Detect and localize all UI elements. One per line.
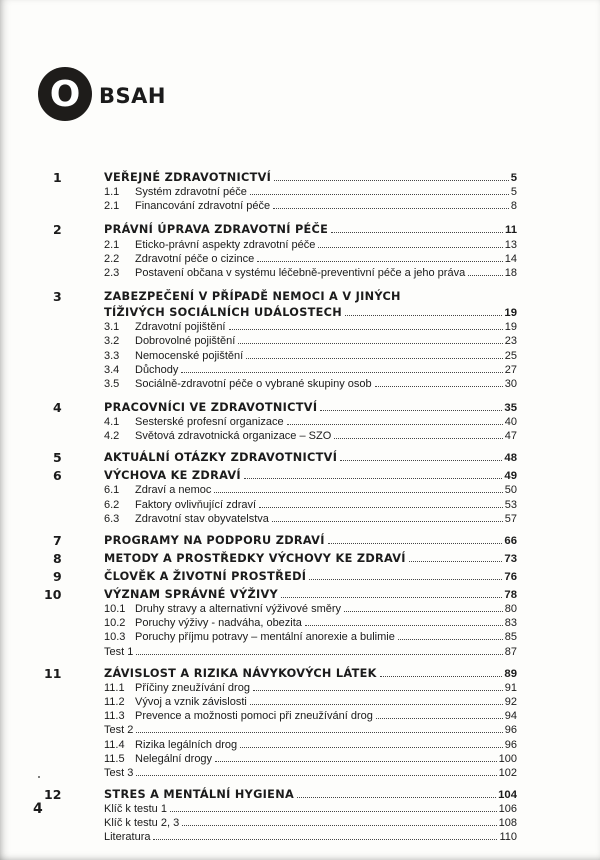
chapter-row <box>104 448 517 464</box>
toc-subentry <box>104 801 517 815</box>
chapter-title: VÝZNAM SPRÁVNÉ VÝŽIVY <box>104 587 278 601</box>
toc-subentry <box>104 629 517 643</box>
dot-leader <box>273 208 509 209</box>
toc-subentry <box>104 708 517 722</box>
subentry-title: Poruchy výživy - nadváha, obezita <box>135 617 302 630</box>
subentry-page: 106 <box>498 803 517 816</box>
chapter-title: STRES A MENTÁLNÍ HYGIENA <box>104 787 295 801</box>
subentry-page: 47 <box>504 430 517 443</box>
dot-leader <box>345 315 502 316</box>
dot-leader <box>328 543 503 544</box>
subentry-title: Sesterské profesní organizace <box>135 416 284 429</box>
toc-chapter <box>44 785 517 844</box>
toc-subentry <box>104 694 517 708</box>
chapter-number: 2 <box>53 222 62 238</box>
chapter-title: ČLOVĚK A ŽIVOTNÍ PROSTŘEDÍ <box>104 569 307 583</box>
subentry-page: 108 <box>498 817 517 830</box>
subentry-number: 3.2 <box>104 335 120 348</box>
dot-leader <box>259 507 503 508</box>
subentry-number: 11.5 <box>104 752 125 765</box>
subentry-number: 6.1 <box>104 484 120 497</box>
chapter-page: 104 <box>498 788 517 801</box>
dot-leader <box>398 639 503 640</box>
subentry-title: Nelegální drogy <box>135 752 213 765</box>
chapter-page: 89 <box>504 667 517 680</box>
dot-leader <box>272 521 503 522</box>
subentry-title: Zdravotní pojištění <box>135 321 226 334</box>
dot-leader <box>281 597 502 598</box>
subentry-title: Poruchy příjmu potravy – mentální anorexie a bulimie <box>135 631 395 644</box>
subentry-title: Dobrovolné pojištění <box>135 335 236 348</box>
toc-chapter <box>55 448 517 464</box>
toc-subentry <box>104 601 517 615</box>
subentry-title: Rizika legálních drog <box>135 738 238 751</box>
toc-subentry <box>104 184 517 198</box>
dot-leader <box>334 438 502 439</box>
subentry-title: Zdravotní péče o cizince <box>135 252 255 265</box>
chapter-number: 4 <box>53 399 62 415</box>
subentry-number: 10.2 <box>104 617 126 630</box>
chapter-row <box>104 398 517 414</box>
subentry-number: 6.2 <box>104 498 120 511</box>
subentry-title: Důchody <box>135 363 179 376</box>
subentry-page: 50 <box>504 484 517 497</box>
dot-leader <box>250 194 509 195</box>
subentry-number: 11.4 <box>104 738 125 751</box>
dot-leader <box>297 797 496 798</box>
toc-subentry <box>104 482 517 496</box>
chapter-title-line1: ZABEZPEČENÍ V PŘÍPADĚ NEMOCI A V JINÝCH <box>104 289 401 303</box>
toc-chapter <box>55 287 517 390</box>
chapter-page: 78 <box>504 588 517 601</box>
subentry-number: 6.3 <box>104 512 120 525</box>
dot-leader <box>244 478 503 479</box>
subentry-number: 11.3 <box>104 710 125 723</box>
chapter-number: 5 <box>53 450 62 466</box>
chapter-title: VÝCHOVA KE ZDRAVÍ <box>104 469 241 483</box>
dot-leader <box>409 561 503 562</box>
chapter-number: 8 <box>53 550 62 566</box>
toc-subentry <box>104 347 517 361</box>
toc-subentry <box>104 428 517 442</box>
toc-subentry <box>104 680 517 694</box>
subentry-page: 23 <box>504 335 517 348</box>
subentry-title: Světová zdravotnická organizace – SZO <box>135 430 332 443</box>
toc-chapter <box>44 664 517 779</box>
dot-leader <box>344 611 503 612</box>
subentry-title: Prevence a možnosti pomoci při zneužívání drog <box>135 710 373 723</box>
subentry-page: 30 <box>504 377 517 390</box>
chapter-number: 1 <box>53 170 62 185</box>
toc-subentry <box>104 751 517 765</box>
subentry-number: 2.1 <box>104 200 120 213</box>
chapter-title: METODY A PROSTŘEDKY VÝCHOVY KE ZDRAVÍ <box>104 551 406 565</box>
toc-subentry <box>104 376 517 390</box>
chapter-number: 10 <box>44 586 62 602</box>
dot-leader <box>305 625 503 626</box>
subentry-title: Test 2 <box>104 724 134 737</box>
chapter-number: 6 <box>53 468 62 484</box>
chapter-number: 7 <box>53 532 62 548</box>
toc-subentry <box>104 333 517 347</box>
subentry-page: 96 <box>504 724 517 737</box>
chapter-row <box>104 303 517 319</box>
toc-subentry <box>104 829 517 843</box>
dot-leader <box>287 424 503 425</box>
subentry-title: Vývoj a vznik závislosti <box>135 695 247 708</box>
dot-leader <box>136 775 496 776</box>
chapter-title: VEŘEJNÉ ZDRAVOTNICTVÍ <box>104 171 272 184</box>
subentry-page: 87 <box>504 645 517 658</box>
dot-leader <box>214 492 502 493</box>
toc-chapter <box>55 466 517 525</box>
chapter-page: 35 <box>504 401 517 414</box>
subentry-title: Klíč k testu 1 <box>104 803 167 816</box>
dot-leader <box>253 690 503 691</box>
chapter-page: 5 <box>510 172 517 184</box>
toc-subentry <box>104 736 517 750</box>
toc-subentry <box>104 615 517 629</box>
subentry-page: 85 <box>504 631 517 644</box>
dot-leader <box>257 261 503 262</box>
toc-subentry <box>104 198 517 212</box>
toc-subentry <box>104 765 517 779</box>
subentry-title: Druhy stravy a alternativní výživové směry <box>135 603 342 615</box>
chapter-row <box>104 549 517 565</box>
toc-subentry <box>104 815 517 829</box>
subentry-number: 4.1 <box>104 416 120 429</box>
heading-initial-badge: O <box>38 67 92 121</box>
dot-leader <box>229 329 503 330</box>
scan-speck <box>38 776 40 778</box>
toc-subentry <box>104 265 517 279</box>
subentry-number: 3.4 <box>104 363 120 376</box>
dot-leader <box>375 386 503 387</box>
chapter-row <box>104 567 517 583</box>
dot-leader <box>170 811 497 812</box>
chapter-title: PRÁVNÍ ÚPRAVA ZDRAVOTNÍ PÉČE <box>104 223 329 237</box>
dot-leader <box>468 275 503 276</box>
dot-leader <box>320 410 502 411</box>
chapter-page: 48 <box>504 452 517 465</box>
subentry-page: 110 <box>499 831 517 844</box>
chapter-row <box>104 531 517 547</box>
subentry-page: 14 <box>504 252 517 265</box>
subentry-number: 3.3 <box>104 349 120 362</box>
dot-leader <box>380 676 503 677</box>
subentry-number: 1.1 <box>104 186 120 199</box>
chapter-title: AKTUÁLNÍ OTÁZKY ZDRAVOTNICTVÍ <box>104 451 338 465</box>
subentry-page: 80 <box>504 603 517 615</box>
chapter-title: TÍŽIVÝCH SOCIÁLNÍCH UDÁLOSTECH <box>104 305 343 319</box>
subentry-title: Test 3 <box>104 766 134 779</box>
subentry-title: Zdraví a nemoc <box>135 484 212 497</box>
subentry-page: 102 <box>498 766 517 779</box>
dot-leader <box>250 704 503 705</box>
chapter-number: 11 <box>44 665 62 681</box>
chapter-number: 9 <box>53 568 62 584</box>
subentry-page: 5 <box>510 186 517 199</box>
subentry-title: Eticko-právní aspekty zdravotní péče <box>135 238 316 251</box>
toc-chapter <box>55 567 517 583</box>
chapter-row <box>104 585 517 601</box>
chapter-page: 73 <box>504 552 517 565</box>
toc-subentry <box>104 251 517 265</box>
subentry-number: 4.2 <box>104 430 120 443</box>
toc-subentry <box>104 414 517 428</box>
chapter-row <box>104 664 517 680</box>
dot-leader <box>376 718 503 719</box>
subentry-page: 19 <box>504 321 517 334</box>
dot-leader <box>309 579 502 580</box>
chapter-page: 76 <box>504 570 517 583</box>
subentry-page: 27 <box>504 363 517 376</box>
subentry-number: 11.2 <box>104 695 125 708</box>
subentry-page: 13 <box>504 238 517 251</box>
dot-leader <box>238 343 502 344</box>
subentry-number: 3.1 <box>104 321 120 334</box>
subentry-page: 53 <box>504 498 517 511</box>
toc-chapter <box>55 398 517 442</box>
chapter-row <box>104 168 517 184</box>
dot-leader <box>215 761 497 762</box>
toc-subentry <box>104 722 517 736</box>
toc-subentry <box>104 319 517 333</box>
chapter-row <box>104 785 517 801</box>
chapter-page: 49 <box>504 470 517 483</box>
subentry-title: Klíč k testu 2, 3 <box>104 817 180 830</box>
toc-subentry <box>104 496 517 510</box>
subentry-title: Financování zdravotní péče <box>135 200 271 213</box>
subentry-page: 96 <box>504 738 517 751</box>
chapter-number: 3 <box>53 288 62 304</box>
subentry-title: Postavení občana v systému léčebně-preventivní péče a jeho práva <box>135 266 466 279</box>
toc-chapter <box>55 168 517 212</box>
chapter-number: 12 <box>44 786 62 802</box>
dot-leader <box>136 732 502 733</box>
dot-leader <box>318 247 502 248</box>
dot-leader <box>181 372 502 373</box>
subentry-title: Systém zdravotní péče <box>135 186 247 199</box>
toc-chapter <box>55 531 517 547</box>
chapter-title: ZÁVISLOST A RIZIKA NÁVYKOVÝCH LÁTEK <box>104 666 377 680</box>
chapter-title: PRACOVNÍCI VE ZDRAVOTNICTVÍ <box>104 400 318 414</box>
dot-leader <box>136 654 502 655</box>
toc-chapter <box>44 585 517 658</box>
subentry-title: Nemocenské pojištění <box>135 349 244 362</box>
dot-leader <box>240 747 503 748</box>
heading-title-rest: BSAH <box>99 83 166 108</box>
subentry-number: 2.2 <box>104 252 120 265</box>
chapter-row <box>104 466 517 482</box>
toc-subentry <box>104 511 517 525</box>
subentry-title: Zdravotní stav obyvatelstva <box>135 512 269 525</box>
chapter-page: 11 <box>505 224 517 237</box>
page-number: 4 <box>33 801 43 817</box>
subentry-page: 57 <box>504 512 517 525</box>
subentry-page: 18 <box>504 266 517 279</box>
subentry-page: 92 <box>504 695 517 708</box>
subentry-number: 2.1 <box>104 238 120 251</box>
dot-leader <box>331 232 503 233</box>
subentry-number: 2.3 <box>104 266 120 279</box>
toc-chapter <box>55 549 517 565</box>
subentry-page: 94 <box>504 710 517 723</box>
subentry-page: 83 <box>504 617 517 630</box>
chapter-row <box>104 220 517 236</box>
subentry-number: 10.3 <box>104 631 126 644</box>
dot-leader <box>246 358 503 359</box>
subentry-number: 10.1 <box>104 603 126 615</box>
toc-subentry <box>104 643 517 657</box>
subentry-title: Faktory ovlivňující zdraví <box>135 498 257 511</box>
toc-subentry <box>104 236 517 250</box>
dot-leader <box>182 825 496 826</box>
subentry-title: Literatura <box>104 831 151 844</box>
table-of-contents <box>44 168 517 844</box>
subentry-page: 100 <box>498 752 517 765</box>
dot-leader <box>340 460 502 461</box>
subentry-number: 3.5 <box>104 377 120 390</box>
subentry-title: Příčiny zneužívání drog <box>135 681 250 694</box>
subentry-title: Sociálně-zdravotní péče o vybrané skupiny osob <box>135 377 372 390</box>
subentry-page: 40 <box>504 416 517 429</box>
dot-leader <box>153 839 497 840</box>
chapter-page: 66 <box>504 534 517 547</box>
toc-subentry <box>104 362 517 376</box>
chapter-page: 19 <box>504 306 517 319</box>
dot-leader <box>274 180 509 181</box>
toc-chapter <box>55 220 517 279</box>
subentry-number: 11.1 <box>104 681 125 694</box>
subentry-title: Test 1 <box>104 645 134 658</box>
contents-heading <box>38 66 166 122</box>
subentry-page: 91 <box>504 681 517 694</box>
chapter-title: PROGRAMY NA PODPORU ZDRAVÍ <box>104 533 325 547</box>
subentry-page: 25 <box>504 349 517 362</box>
subentry-page: 8 <box>510 200 517 213</box>
